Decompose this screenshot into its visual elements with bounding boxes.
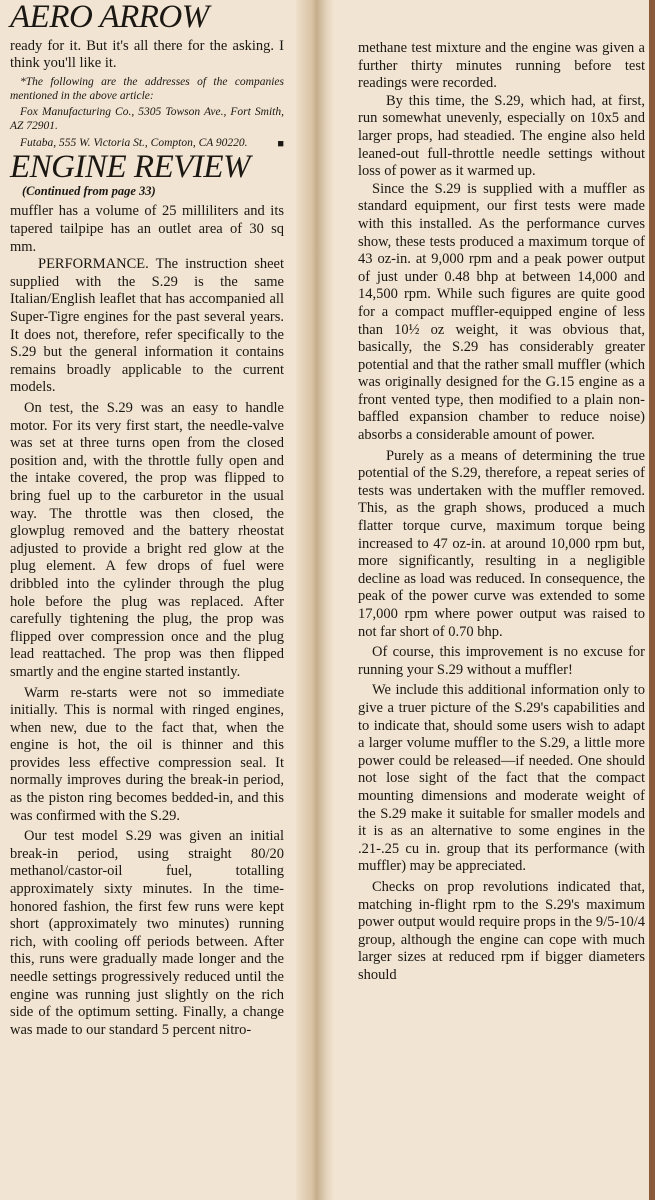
- body-paragraph: By this time, the S.29, which had, at first, run somewhat unevenly, especially on 10x5 and larger props, had steadied. The engine also held leaned-out full-throttle needle settings without loss of power as it warmed up.: [358, 92, 645, 180]
- body-paragraph: Purely as a means of determining the true potential of the S.29, therefore, a repeat series of tests was undertaken with the muffler removed. This, as the graph shows, produced a much flatter torque curve, maximum torque being increased to 47 oz-in. at around 10,000 rpm but, more significantly, resulting in a negligible decline as load was reduced. In consequence, the peak of the power curve was extended to some 17,000 rpm where power output was raised to not far short of 0.70 bhp.: [358, 447, 645, 640]
- left-column: [0, 0, 296, 1200]
- body-paragraph: PERFORMANCE. The instruction sheet supplied with the S.29 is the same Italian/English leaflet that has accompanied all Super-Tigre engines for the past several years. It does not, therefore, refer specifically to the S.29 but the general information it contains remains broadly applicable to the current models.: [10, 256, 284, 396]
- body-paragraph: On test, the S.29 was an easy to handle motor. For its very first start, the needle-valve was set at three turns open from the closed position and, with the throttle fully open and the intake covered, the prop was flipped to bring fuel up to the carburetor in the usual way. The throttle was then closed, the glowplug removed and the battery rheostat adjusted to provide a bright red glow at the plug element. A few drops of fuel were dribbled into the cylinder through the plug hole before the plug was replaced. After carefully tightening the plug, the prop was flipped over compression once and the plug lead reattached. The prop was then flipped smartly and the engine started instantly.: [10, 400, 284, 680]
- address-fox: Fox Manufacturing Co., 5305 Towson Ave., Fort Smith, AZ 72901.: [10, 106, 284, 133]
- aero-arrow-heading: AERO ARROW: [10, 0, 209, 35]
- body-paragraph: Our test model S.29 was given an initial break-in period, using straight 80/20 methanol/castor-oil fuel, totalling approximately sixty minutes. In the time-honored fashion, the first few runs were kept short (approximately two minutes) running rich, with cooling off periods between. After this, runs were gradually made longer and the needle settings progressively reduced until the engine was running just slightly on the rich side of the optimum setting. Finally, a change was made to our standard 5 percent nitro-: [10, 828, 284, 1038]
- body-paragraph: Warm re-starts were not so immediate initially. This is normal with ringed engines, when new, due to the fact that, when the engine is hot, the oil is thinner and this provides less effective compression seal. It normally improves during the break-in period, as the piston ring becomes bedded-in, and this was confirmed with the S.29.: [10, 684, 284, 824]
- engine-review-heading: ENGINE REVIEW: [10, 148, 251, 185]
- body-paragraph: muffler has a volume of 25 milliliters and its tapered tailpipe has an outlet area of 30 sq mm.: [10, 203, 284, 255]
- top-margin: [358, 0, 645, 40]
- body-paragraph: Of course, this improvement is no excuse for running your S.29 without a muffler!: [358, 644, 645, 678]
- body-paragraph: We include this additional information only to give a truer picture of the S.29's capabilities and to indicate that, should some users wish to adapt a larger volume muffler to the S.29, a little more power could be released—if needed. One should not lose sight of the fact that the compact mounting dimensions and moderate weight of the S.29 make it suitable for smaller models and it is as an alternative to some engines in the .21-.25 cu in. group that its performance (with muffler) may be appreciated.: [358, 682, 645, 875]
- aero-closing-paragraph: ready for it. But it's all there for the asking. I think you'll like it.: [10, 37, 284, 72]
- addresses-note: [10, 75, 284, 150]
- page-gutter: [296, 0, 334, 1200]
- end-mark: ■: [277, 137, 284, 150]
- address-futaba-text: Futaba, 555 W. Victoria St., Compton, CA 90220.: [20, 136, 248, 149]
- body-paragraph: methane test mixture and the engine was given a further thirty minutes running before test readings were recorded.: [358, 40, 645, 92]
- body-paragraph: Checks on prop revolutions indicated that, matching in-flight rpm to the S.29's maximum power output would require props in the 9/5-10/4 group, although the engine can cope with much larger sizes at reduced rpm if bigger diameters should: [358, 878, 645, 983]
- continued-note: (Continued from page 33): [22, 184, 156, 199]
- address-futaba: [10, 136, 284, 150]
- body-paragraph: Since the S.29 is supplied with a muffler as standard equipment, our first tests were made with this installed. As the performance curves show, these tests produced a maximum torque of 43 oz-in. at 9,000 rpm and a peak power output of just under 0.48 bhp at between 14,000 and 14,500 rpm. While such figures are quite good for a compact muffler-equipped engine of less than 10½ oz weight, it was obvious that, basically, the S.29 has considerably greater potential and that the rather small muffler (which was originally designed for the G.15 engine as a front vented type, then modified to a plain non-baffled expansion chamber to reduce noise) absorbs a considerable amount of power.: [358, 180, 645, 444]
- right-column: [334, 0, 655, 1200]
- addresses-intro: *The following are the addresses of the companies mentioned in the above article:: [10, 75, 284, 103]
